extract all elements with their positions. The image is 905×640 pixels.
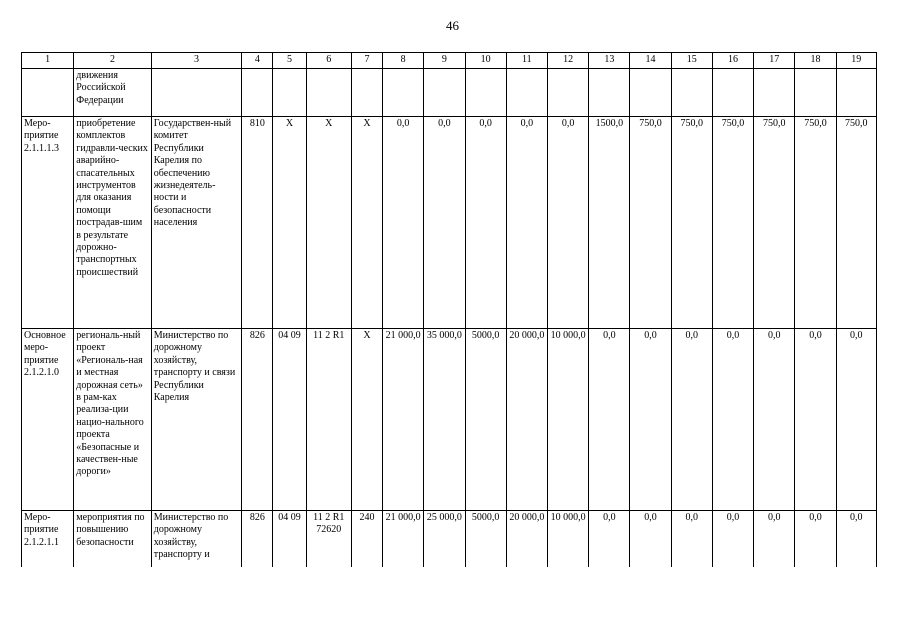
- column-number: 13: [589, 53, 630, 69]
- table-cell: 750,0: [754, 117, 795, 329]
- page-continuation-mask: [0, 567, 905, 640]
- table-cell: [754, 69, 795, 117]
- table-cell: [273, 69, 306, 117]
- table-cell: 0,0: [506, 117, 547, 329]
- table-cell: 0,0: [465, 117, 506, 329]
- table-cell: [671, 69, 712, 117]
- table-cell: 35 000,0: [424, 329, 465, 511]
- table-row: [22, 69, 877, 117]
- table-cell: Х: [273, 117, 306, 329]
- table-cell: 750,0: [630, 117, 671, 329]
- table-cell: 0,0: [754, 511, 795, 591]
- table-cell: 0,0: [712, 329, 753, 511]
- column-number: 3: [151, 53, 242, 69]
- table-cell: 5000,0: [465, 329, 506, 511]
- table-cell: Х: [351, 329, 382, 511]
- table-cell: 0,0: [754, 329, 795, 511]
- table-cell: [836, 69, 876, 117]
- table-cell: 0,0: [630, 511, 671, 591]
- table-cell: региональ-ный проект «Региональ-ная и местная дорожная сеть» в рам-ках реализа-ции нацио-нального проекта «Безопасные и качествен-ные дороги»: [74, 329, 151, 511]
- column-number: 17: [754, 53, 795, 69]
- table-cell: 0,0: [836, 511, 876, 591]
- table-cell: [506, 69, 547, 117]
- column-number: 15: [671, 53, 712, 69]
- table-cell: 10 000,0: [547, 329, 588, 511]
- table-cell: [306, 69, 351, 117]
- table-cell: 0,0: [589, 511, 630, 591]
- column-number: 18: [795, 53, 836, 69]
- table-cell: Министерство по дорожному хозяйству, транспорту и связи Республики Карелия: [151, 329, 242, 511]
- column-number: 12: [547, 53, 588, 69]
- column-number: 4: [242, 53, 273, 69]
- table-cell: 04 09: [273, 511, 306, 591]
- table-cell: 5000,0: [465, 511, 506, 591]
- table-cell: 750,0: [795, 117, 836, 329]
- table-cell: [589, 69, 630, 117]
- table-cell: 0,0: [383, 117, 424, 329]
- table-cell: мероприятия по повышению безопасности: [74, 511, 151, 591]
- table-cell: [465, 69, 506, 117]
- table-cell: [547, 69, 588, 117]
- column-number: 9: [424, 53, 465, 69]
- column-number: 14: [630, 53, 671, 69]
- column-number: 19: [836, 53, 876, 69]
- table-cell: [351, 69, 382, 117]
- table-cell: 0,0: [671, 511, 712, 591]
- table-cell: 20 000,0: [506, 511, 547, 591]
- table-cell: 10 000,0: [547, 511, 588, 591]
- table-cell: Меро-приятие 2.1.2.1.1: [22, 511, 74, 591]
- table-cell: 0,0: [424, 117, 465, 329]
- table-cell: движения Российской Федерации: [74, 69, 151, 117]
- column-number: 10: [465, 53, 506, 69]
- table-cell: 750,0: [671, 117, 712, 329]
- table-cell: 826: [242, 511, 273, 591]
- table-cell: 0,0: [795, 511, 836, 591]
- table-cell: Государствен-ный комитет Республики Карелия по обеспечению жизнедеятель-ности и безопасности населения: [151, 117, 242, 329]
- table-row: [22, 329, 877, 511]
- column-number: 8: [383, 53, 424, 69]
- table-cell: [795, 69, 836, 117]
- table-cell: 20 000,0: [506, 329, 547, 511]
- table-cell: Министерство по дорожному хозяйству, транспорту и: [151, 511, 242, 591]
- table-cell: 21 000,0: [383, 511, 424, 591]
- table-cell: 810: [242, 117, 273, 329]
- table-cell: [630, 69, 671, 117]
- table-cell: приобретение комплектов гидравли-ческих аварийно-спасательных инструментов для оказания помощи пострадав-шим в результате дорожно-транспортных происшествий: [74, 117, 151, 329]
- column-number: 5: [273, 53, 306, 69]
- table-cell: [151, 69, 242, 117]
- table-cell: Х: [306, 117, 351, 329]
- table-row: [22, 117, 877, 329]
- table-cell: Основное меро-приятие 2.1.2.1.0: [22, 329, 74, 511]
- table-cell: 11 2 R1 72620: [306, 511, 351, 591]
- table-cell: [242, 69, 273, 117]
- table-cell: [424, 69, 465, 117]
- table-cell: 0,0: [547, 117, 588, 329]
- table-cell: 04 09: [273, 329, 306, 511]
- table-cell: [383, 69, 424, 117]
- table-cell: 11 2 R1: [306, 329, 351, 511]
- table-cell: [712, 69, 753, 117]
- table-cell: 0,0: [671, 329, 712, 511]
- table-cell: 1500,0: [589, 117, 630, 329]
- table-cell: 750,0: [712, 117, 753, 329]
- table-cell: 750,0: [836, 117, 876, 329]
- column-number: 1: [22, 53, 74, 69]
- table-cell: 0,0: [795, 329, 836, 511]
- table-cell: [22, 69, 74, 117]
- table-cell: 25 000,0: [424, 511, 465, 591]
- table-cell: 0,0: [589, 329, 630, 511]
- table-cell: 240: [351, 511, 382, 591]
- budget-table: [21, 52, 877, 591]
- page-number: 46: [446, 18, 459, 33]
- table-cell: 0,0: [630, 329, 671, 511]
- column-number: 11: [506, 53, 547, 69]
- column-number-row: [22, 53, 877, 69]
- table-cell: 0,0: [836, 329, 876, 511]
- table-cell: 826: [242, 329, 273, 511]
- column-number: 2: [74, 53, 151, 69]
- table-cell: 21 000,0: [383, 329, 424, 511]
- table-cell: 0,0: [712, 511, 753, 591]
- table-cell: Меро-приятие 2.1.1.1.3: [22, 117, 74, 329]
- table-cell: Х: [351, 117, 382, 329]
- column-number: 7: [351, 53, 382, 69]
- column-number: 6: [306, 53, 351, 69]
- column-number: 16: [712, 53, 753, 69]
